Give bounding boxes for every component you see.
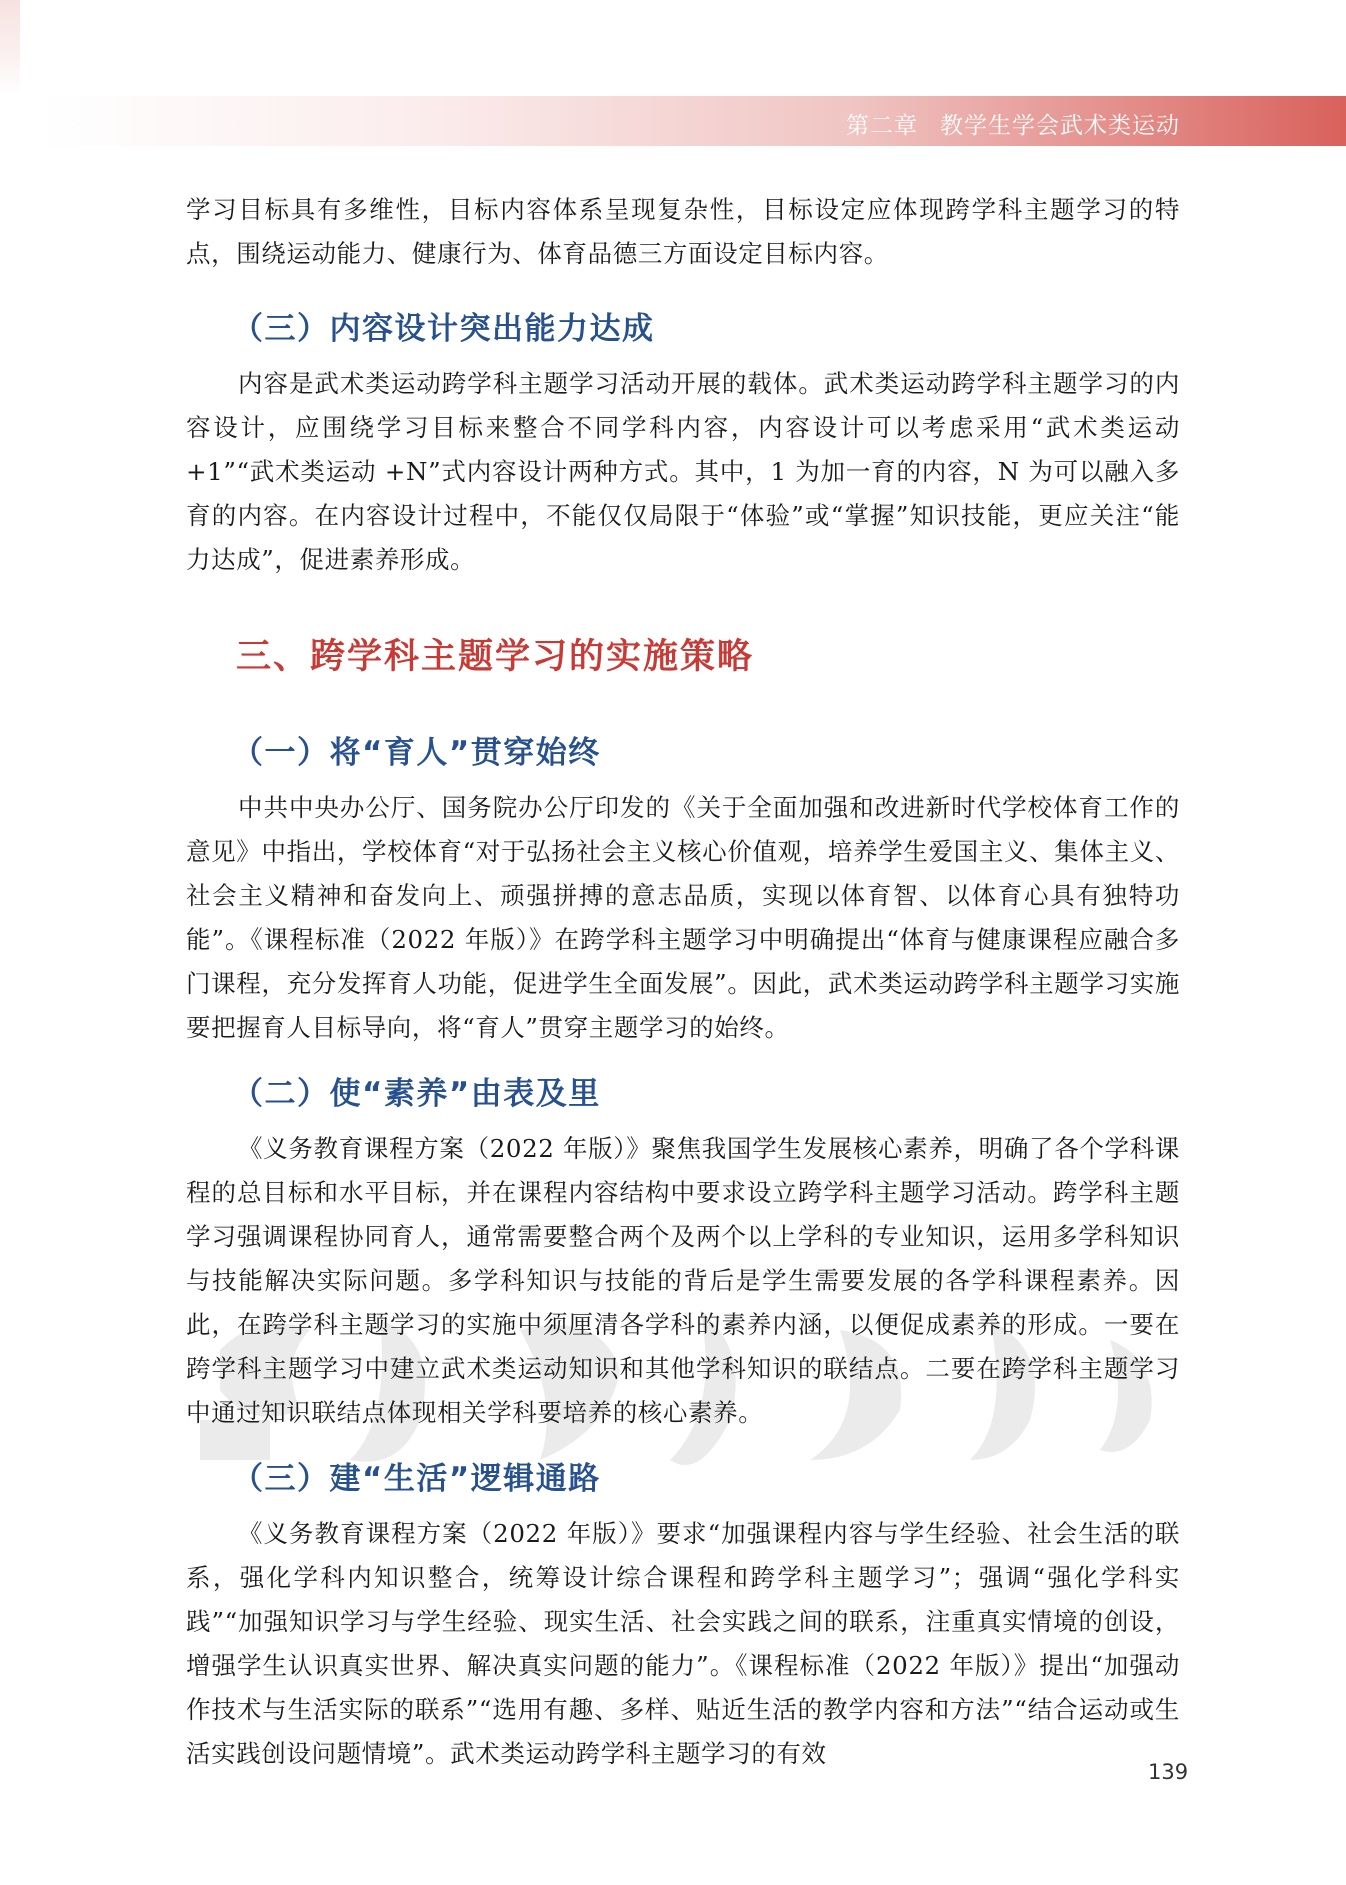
body-paragraph: 学习目标具有多维性，目标内容体系呈现复杂性，目标设定应体现跨学科主题学习的特点，围绕运动能力、健康行为、体育品德三方面设定目标内容。 — [186, 195, 1180, 268]
page-body — [186, 188, 1180, 1776]
section-heading: 三、跨学科主题学习的实施策略 — [236, 637, 755, 677]
body-paragraph: 《义务教育课程方案（2022 年版）》聚焦我国学生发展核心素养，明确了各个学科课程的总目标和水平目标，并在课程内容结构中要求设立跨学科主题学习活动。跨学科主题学习强调课程协同育人，通常需要整合两个及两个以上学科的专业知识，运用多学科知识与技能解决实际问题。多学科知识与技能的背后是学生需要发展的各学科课程素养。因此，在跨学科主题学习的实施中须厘清各学科的素养内涵，以便促成素养的形成。一要在跨学科主题学习中建立武术类运动知识和其他学科知识的联结点。二要在跨学科主题学习中通过知识联结点体现相关学科要培养的核心素养。 — [186, 1134, 1180, 1427]
body-paragraph: 内容是武术类运动跨学科主题学习活动开展的载体。武术类运动跨学科主题学习的内容设计，应围绕学习目标来整合不同学科内容，内容设计可以考虑采用“武术类运动+1”“武术类运动 +N”式内容设计两种方式。其中，1 为加一育的内容，N 为可以融入多育的内容。在内容设计过程中，不能仅仅局限于“体验”或“掌握”知识技能，更应关注“能力达成”，促进素养形成。 — [186, 369, 1180, 574]
body-paragraph: 中共中央办公厅、国务院办公厅印发的《关于全面加强和改进新时代学校体育工作的意见》中指出，学校体育“对于弘扬社会主义核心价值观，培养学生爱国主义、集体主义、社会主义精神和奋发向上、顽强拼搏的意志品质，实现以体育智、以体育心具有独特功能”。《课程标准（2022 年版）》在跨学科主题学习中明确提出“体育与健康课程应融合多门课程，充分发挥育人功能，促进学生全面发展”。因此，武术类运动跨学科主题学习实施要把握育人目标导向，将“育人”贯穿主题学习的始终。 — [186, 793, 1180, 1042]
body-paragraph: 《义务教育课程方案（2022 年版）》要求“加强课程内容与学生经验、社会生活的联系，强化学科内知识整合，统筹设计综合课程和跨学科主题学习”；强调“强化学科实践”“加强知识学习与学生经验、现实生活、社会实践之间的联系，注重真实情境的创设，增强学生认识真实世界、解决真实问题的能力”。《课程标准（2022 年版）》提出“加强动作技术与生活实际的联系”“选用有趣、多样、贴近生活的教学内容和方法”“结合运动或生活实践创设问题情境”。武术类运动跨学科主题学习的有效 — [186, 1519, 1180, 1768]
subsection-heading: （二）使“素养”由表及里 — [232, 1076, 601, 1112]
header-chapter: 第二章 — [846, 113, 918, 139]
subsection-heading: （三）内容设计突出能力达成 — [232, 311, 655, 347]
page-number: 139 — [1148, 1760, 1189, 1784]
subsection-heading: （一）将“育人”贯穿始终 — [232, 735, 601, 771]
page-corner-tab — [0, 0, 20, 95]
subsection-heading: （三）建“生活”逻辑通路 — [232, 1461, 601, 1497]
running-header — [846, 107, 1180, 140]
header-title: 教学生学会武术类运动 — [940, 113, 1180, 139]
